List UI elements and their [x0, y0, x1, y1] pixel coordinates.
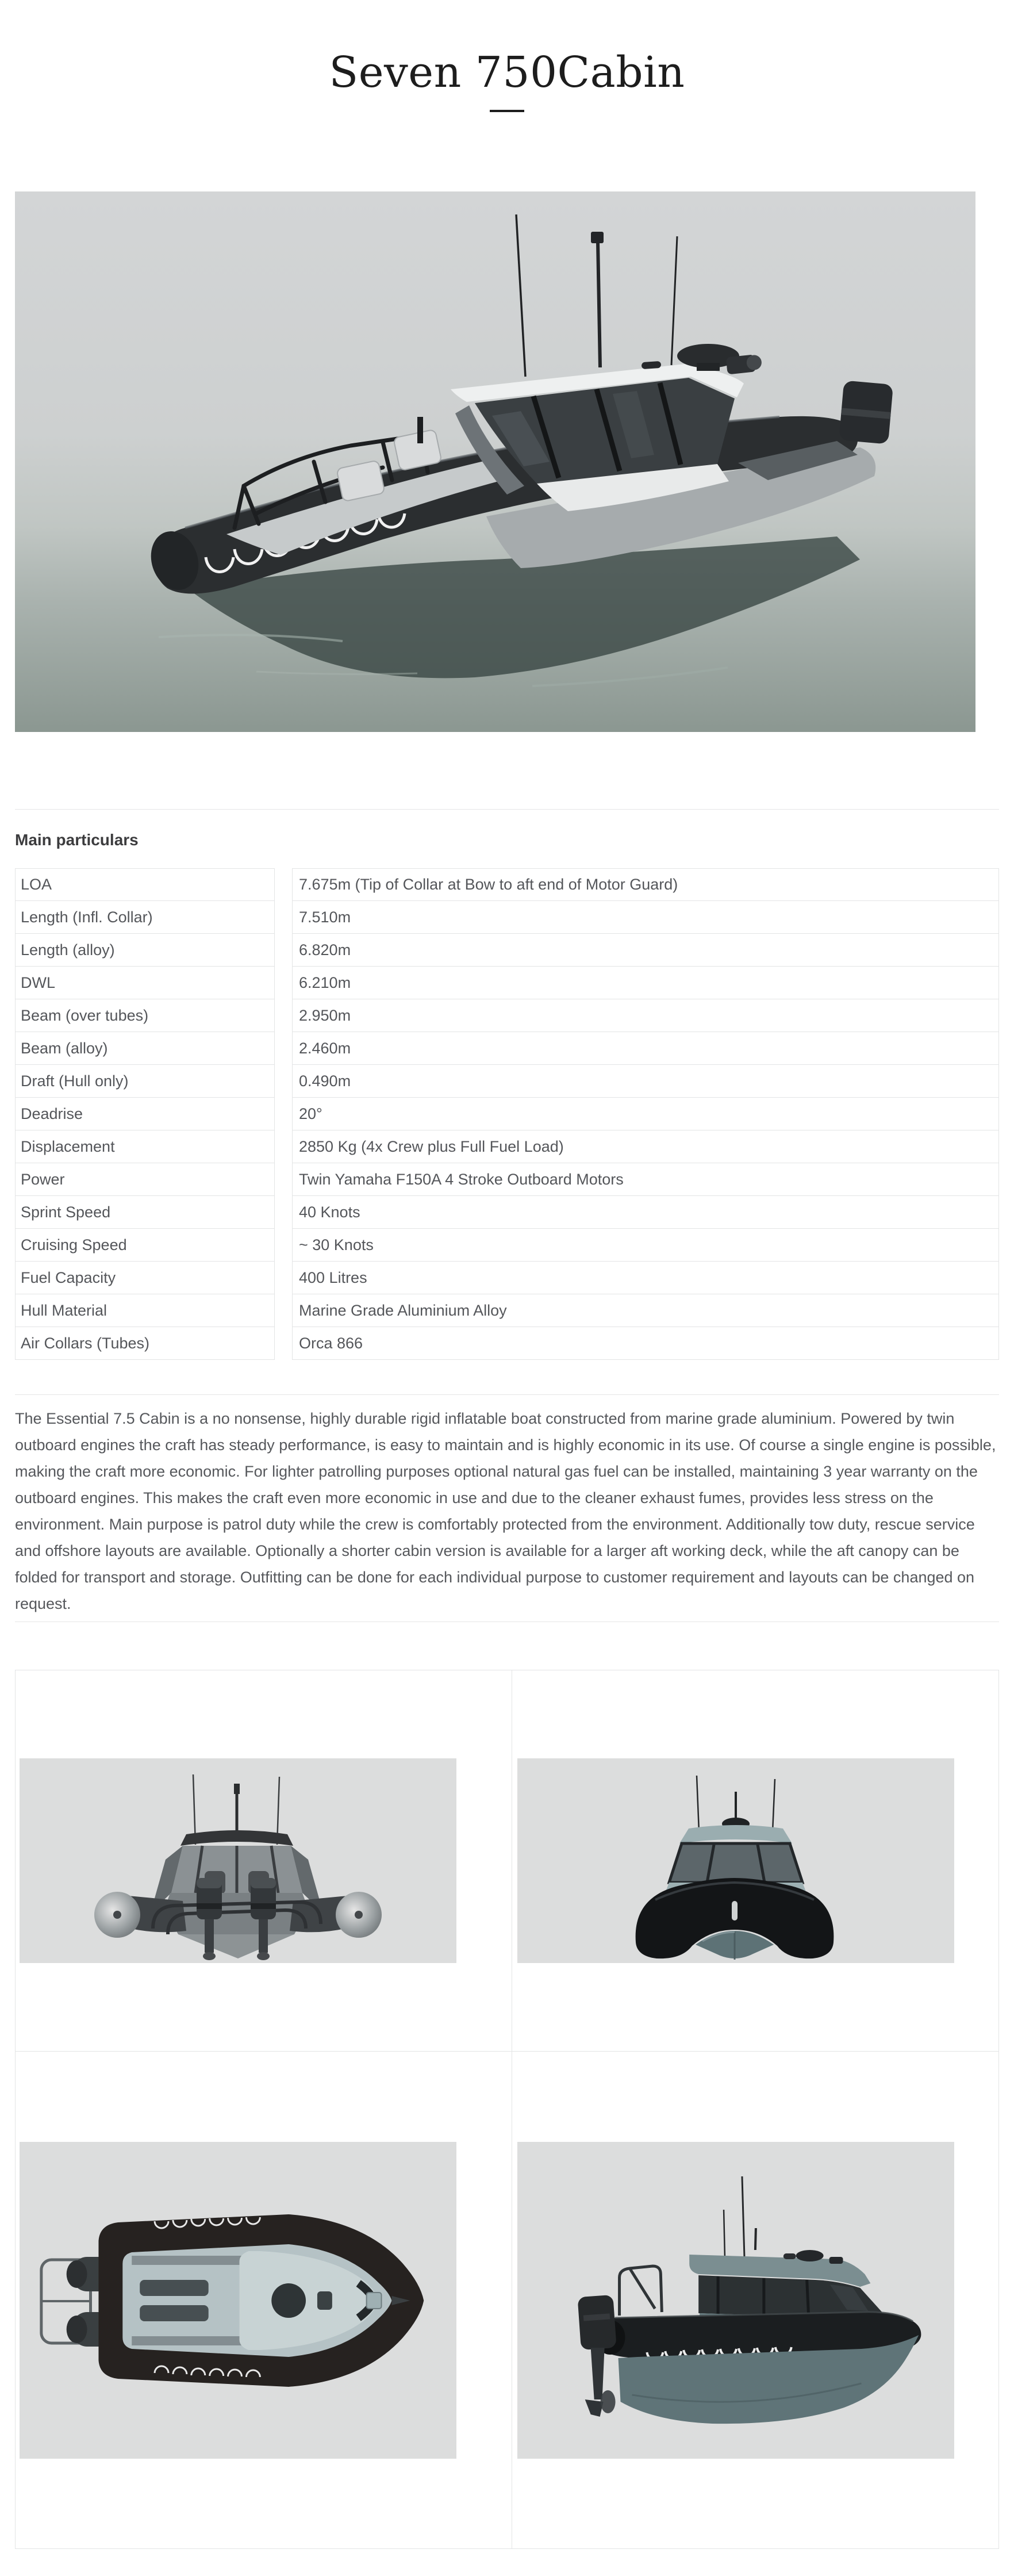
table-row: [15, 1032, 999, 1065]
spec-label: DWL: [15, 967, 275, 999]
spec-value: 6.820m: [292, 934, 999, 967]
spec-label: LOA: [15, 868, 275, 901]
table-row: [15, 934, 999, 967]
gallery-cell: [512, 2052, 998, 2548]
table-row: [15, 1327, 999, 1360]
spec-label: Sprint Speed: [15, 1196, 275, 1229]
table-row: [15, 999, 999, 1032]
spec-label: Cruising Speed: [15, 1229, 275, 1262]
section-heading: Main particulars: [15, 831, 139, 849]
spec-label: Air Collars (Tubes): [15, 1327, 275, 1360]
spec-value: 20°: [292, 1098, 999, 1130]
outboard-motor: [839, 381, 893, 444]
spec-label: Beam (over tubes): [15, 999, 275, 1032]
table-row: [15, 1163, 999, 1196]
spec-value: Twin Yamaha F150A 4 Stroke Outboard Motors: [292, 1163, 999, 1196]
image-gallery: [15, 1670, 999, 2549]
spec-value: 7.510m: [292, 901, 999, 934]
spec-value: 2850 Kg (4x Crew plus Full Fuel Load): [292, 1130, 999, 1163]
table-row: [15, 868, 999, 901]
spec-label: Draft (Hull only): [15, 1065, 275, 1098]
spec-label: Length (Infl. Collar): [15, 901, 275, 934]
spec-value: 2.950m: [292, 999, 999, 1032]
divider: [15, 809, 999, 810]
table-row: [15, 1229, 999, 1262]
spec-value: 40 Knots: [292, 1196, 999, 1229]
spec-value: 7.675m (Tip of Collar at Bow to aft end of Motor Guard): [292, 868, 999, 901]
gallery-image-side-view: [517, 2142, 954, 2459]
hero-image: [15, 191, 975, 732]
table-row: [15, 1262, 999, 1294]
mast: [598, 242, 600, 367]
spec-value: ~ 30 Knots: [292, 1229, 999, 1262]
spec-label: Hull Material: [15, 1294, 275, 1327]
spec-value: 0.490m: [292, 1065, 999, 1098]
spec-value: 6.210m: [292, 967, 999, 999]
spec-label: Beam (alloy): [15, 1032, 275, 1065]
table-row: [15, 1130, 999, 1163]
gallery-cell: [16, 2052, 512, 2548]
divider: [15, 1621, 999, 1622]
gallery-image-stern-view: [20, 1758, 456, 1963]
spec-label: Power: [15, 1163, 275, 1196]
table-row: [15, 1294, 999, 1327]
spec-value: Marine Grade Aluminium Alloy: [292, 1294, 999, 1327]
description-paragraph: The Essential 7.5 Cabin is a no nonsense, highly durable rigid inflatable boat constructed from marine grade aluminium. Powered by twin outboard engines the craft has steady performance, is easy to maintain and is highly economic in its use. Of course a single engine is possible, making the craft more economic. For lighter patrolling purposes optional natural gas fuel can be installed, maintaining 3 year warranty on the outboard engines. This makes the craft even more economic in use and due to the cleaner exhaust fumes, provides less stress on the environment. Main purpose is patrol duty while the crew is comfortably protected from the environment. Additionally tow duty, rescue service and offshore layouts are available. Optionally a shorter cabin version is available for a larger aft working deck, while the aft canopy can be folded for transport and storage. Outfitting can be done for each individual purpose to customer requirement and layouts can be changed on request.: [15, 1410, 996, 1613]
gallery-image-bow-view: [517, 1758, 954, 1963]
table-row: [15, 1065, 999, 1098]
title-divider: [490, 110, 524, 112]
hero-boat-render: [15, 191, 975, 732]
page-title: Seven 750Cabin: [329, 48, 685, 97]
table-row: [15, 901, 999, 934]
table-row: [15, 967, 999, 999]
gallery-cell: [512, 1670, 998, 2052]
gallery-image-top-view: [20, 2142, 456, 2459]
divider: [15, 1394, 999, 1395]
spec-label: Displacement: [15, 1130, 275, 1163]
spec-value: 400 Litres: [292, 1262, 999, 1294]
spec-label: Fuel Capacity: [15, 1262, 275, 1294]
spec-value: Orca 866: [292, 1327, 999, 1360]
spec-value: 2.460m: [292, 1032, 999, 1065]
gallery-cell: [16, 1670, 512, 2052]
specs-table: [15, 868, 999, 1360]
spec-label: Deadrise: [15, 1098, 275, 1130]
spec-label: Length (alloy): [15, 934, 275, 967]
table-row: [15, 1098, 999, 1130]
table-row: [15, 1196, 999, 1229]
